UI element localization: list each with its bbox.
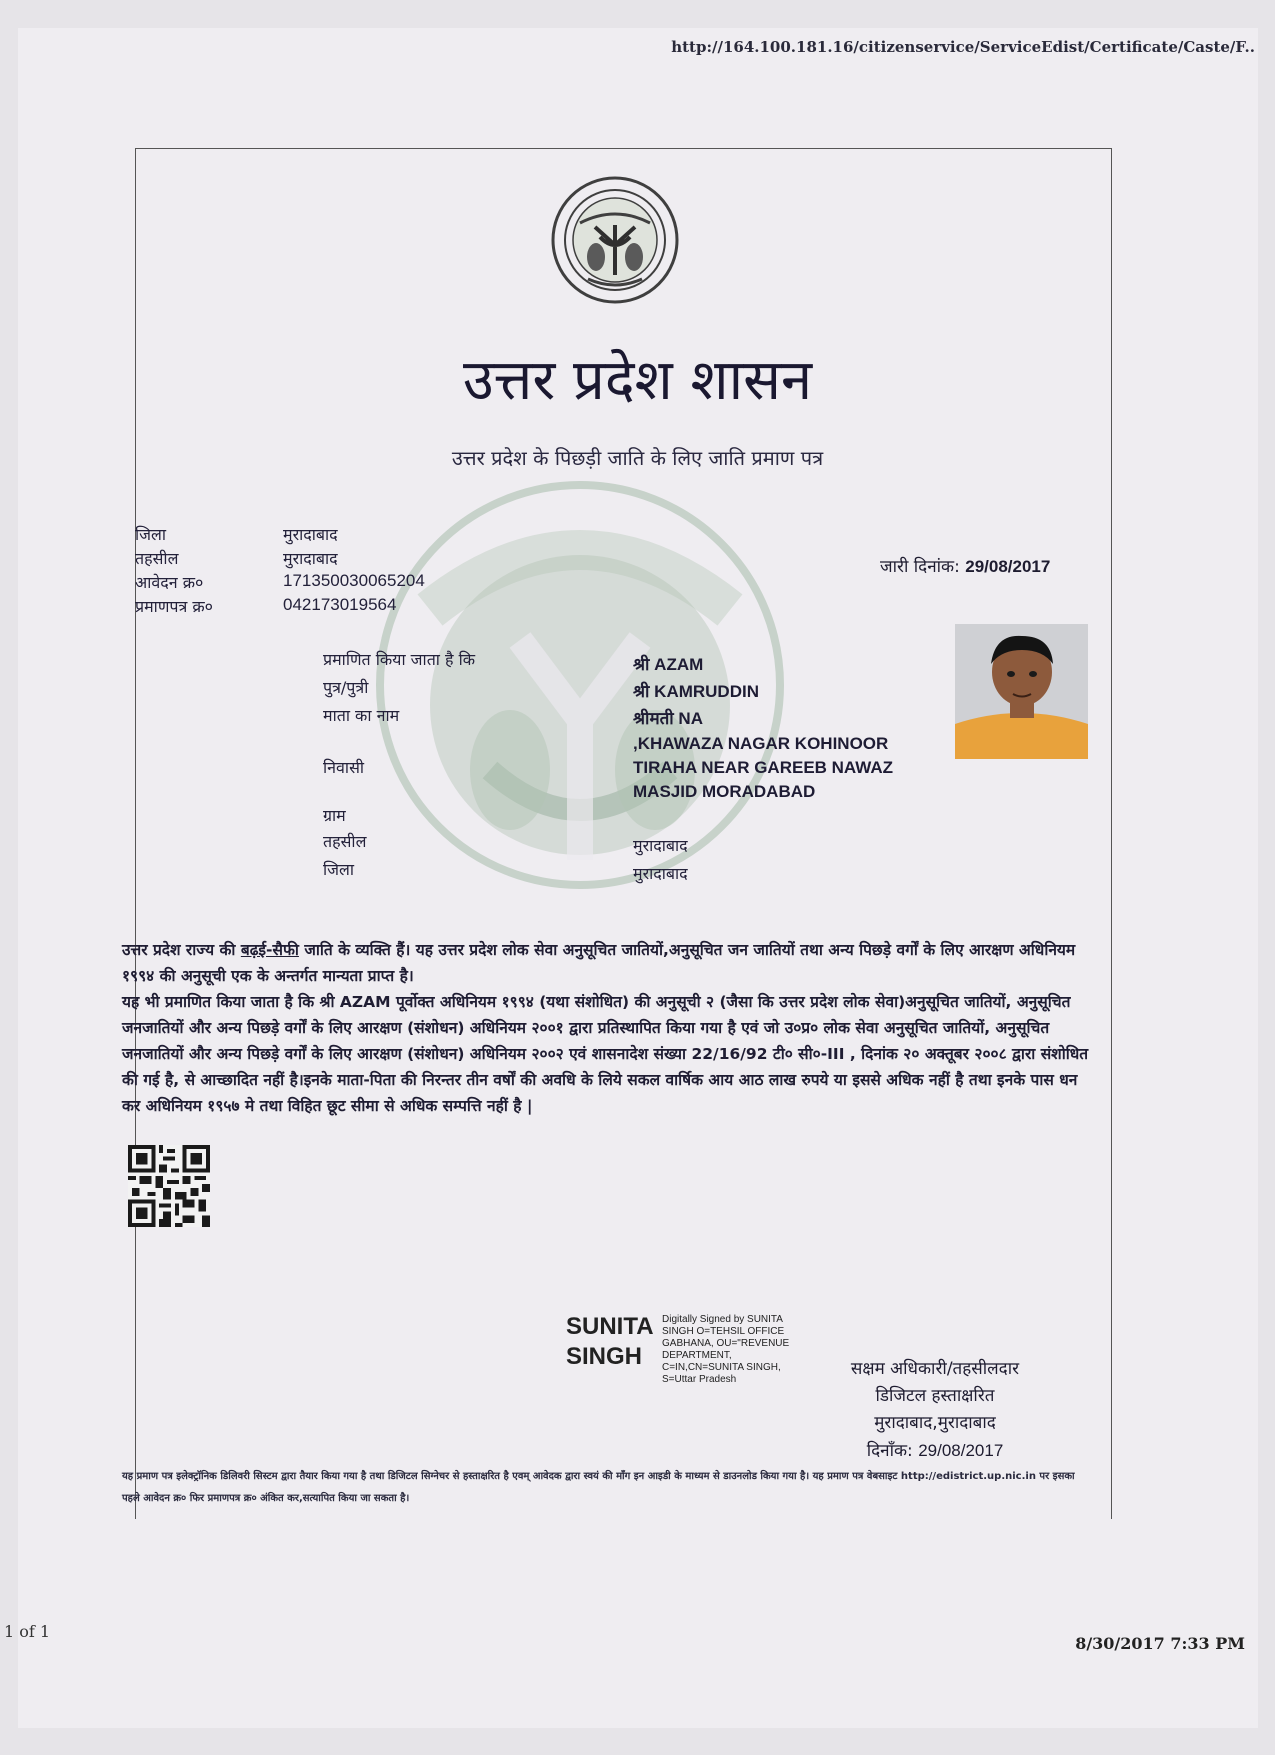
up-govt-emblem-icon xyxy=(550,175,680,305)
issue-date xyxy=(880,554,1050,577)
district-label: जिला xyxy=(135,525,167,544)
tehsil-label: तहसील xyxy=(135,549,179,568)
qr-code-icon xyxy=(128,1145,210,1227)
page-count: 1 of 1 xyxy=(4,1622,51,1641)
paragraph-1-suffix: जाति के व्यक्ति हैं। यह उत्तर प्रदेश लोक सेवा अनुसूचित जातियों,अनुसूचित जन जातियों तथा अन्य पिछड़े वर्गों के लिए आरक्षण अधिनियम १९९४ की अनुसूची एक के अन्तर्गत मान्यता प्राप्त है। xyxy=(122,941,1076,985)
certificate-label: प्रमाणपत्र क्र० xyxy=(135,597,213,616)
page-title: उत्तर प्रदेश शासन xyxy=(462,348,813,413)
signed-type: डिजिटल हस्ताक्षरित xyxy=(875,1386,995,1406)
print-timestamp: 8/30/2017 7:33 PM xyxy=(1075,1634,1245,1653)
tehsil-value: मुरादाबाद xyxy=(283,549,338,568)
digital-signature xyxy=(566,1312,790,1385)
application-number: 171350030065204 xyxy=(283,571,425,590)
applicant-district-label: जिला xyxy=(323,860,355,879)
applicant-photo xyxy=(955,624,1088,759)
child-of-label: पुत्र/पुत्री xyxy=(323,678,369,697)
certified-label: प्रमाणित किया जाता है कि xyxy=(323,650,476,669)
verification-note: यह प्रमाण पत्र इलेक्ट्रॉनिक डिलिवरी सिस्टम द्वारा तैयार किया गया है तथा डिजिटल सिग्नेचर से हस्ताक्षरित है एवम् आवेदक द्वारा स्वयं की माँग इन आइडी के माध्यम से डाउनलोड किया गया है। यह प्रमाण पत्र वेबसाइट http://edistrict.up.nic.in पर इसका पहले आवेदन क्र० फिर प्रमाणपत्र क्र० अंकित कर,सत्यापित किया जा सकता है। xyxy=(122,1471,1075,1504)
officer-block xyxy=(800,1356,1070,1465)
application-label: आवेदन क्र० xyxy=(135,573,204,592)
applicant-tehsil-label: तहसील xyxy=(323,832,367,851)
browser-url: http://164.100.181.16/citizenservice/ServiceEdist/Certificate/Caste/F.. xyxy=(671,38,1255,56)
issue-date-label: जारी दिनांक: xyxy=(880,557,960,577)
signer-last-name: SINGH xyxy=(566,1343,643,1370)
certificate-paragraph-2: यह भी प्रमाणित किया जाता है कि श्री AZAM पूर्वोक्त अधिनियम १९९४ (यथा संशोधित) की अनुसूची २ (जैसा कि उत्तर प्रदेश लोक सेवा)अनुसूचित जातियों, अनुसूचित जनजातियों और अन्य पिछड़े वर्गों के लिए आरक्षण (संशोधन) अधिनियम २००१ द्वारा प्रतिस्थापित किया गया है एवं जो उ०प्र० लोक सेवा अनुसूचित जातियों, अनुसूचित जनजातियों और अन्य पिछड़े वर्गों के लिए आरक्षण (संशोधन) अधिनियम २००२ एवं शासनादेश संख्या 22/16/92 टी० सी०-III , दिनांक २० अक्तूबर २००८ द्वारा संशोधित की गई है, से आच्छादित नहीं है।इनके माता-पिता की निरन्तर तीन वर्षों की अवधि के लिये सकल वार्षिक आय आठ लाख रुपये या इससे अधिक नहीं है तथा इनके पास धन कर अधिनियम १९५७ मे तथा विहित छूट सीमा से अधिक सम्पत्ति नहीं है | xyxy=(122,993,1089,1115)
address-line-1: ,KHAWAZA NAGAR KOHINOOR xyxy=(633,734,889,753)
mother-name: श्रीमती NA xyxy=(633,709,703,728)
caste-name: बढ़ई-सैफी xyxy=(240,941,299,959)
signer-first-name: SUNITA xyxy=(566,1313,654,1340)
paragraph-1-prefix: उत्तर प्रदेश राज्य की xyxy=(122,941,241,959)
certificate-paragraph-1 xyxy=(122,937,1090,989)
resident-label: निवासी xyxy=(323,758,365,777)
certificate-subtitle: उत्तर प्रदेश के पिछड़ी जाति के लिए जाति प्रमाण पत्र xyxy=(451,446,824,470)
officer-title: सक्षम अधिकारी/तहसीलदार xyxy=(850,1359,1020,1379)
applicant-name: श्री AZAM xyxy=(633,655,704,674)
certificate-number: 042173019564 xyxy=(283,595,397,614)
address-line-2: TIRAHA NEAR GAREEB NAWAZ xyxy=(633,758,894,777)
signature-date-label: दिनाँक: xyxy=(866,1441,913,1461)
officer-place: मुरादाबाद,मुरादाबाद xyxy=(874,1413,996,1433)
issue-date-value: 29/08/2017 xyxy=(965,557,1051,576)
applicant-tehsil-value: मुरादाबाद xyxy=(633,836,688,855)
mother-label: माता का नाम xyxy=(323,706,400,725)
village-label: ग्राम xyxy=(323,806,346,825)
district-value: मुरादाबाद xyxy=(283,525,338,544)
applicant-portrait-icon xyxy=(955,624,1088,759)
applicant-district-value: मुरादाबाद xyxy=(633,864,688,883)
signature-date xyxy=(800,1437,1070,1465)
address-line-3: MASJID MORADABAD xyxy=(633,782,816,801)
signature-details: Digitally Signed by SUNITA SINGH O=TEHSIL OFFICE GABHANA, OU="REVENUE DEPARTMENT, C=IN,CN=SUNITA SINGH, S=Uttar Pradesh xyxy=(662,1314,790,1385)
signature-date-value: 29/08/2017 xyxy=(918,1441,1004,1460)
father-name: श्री KAMRUDDIN xyxy=(633,682,759,701)
